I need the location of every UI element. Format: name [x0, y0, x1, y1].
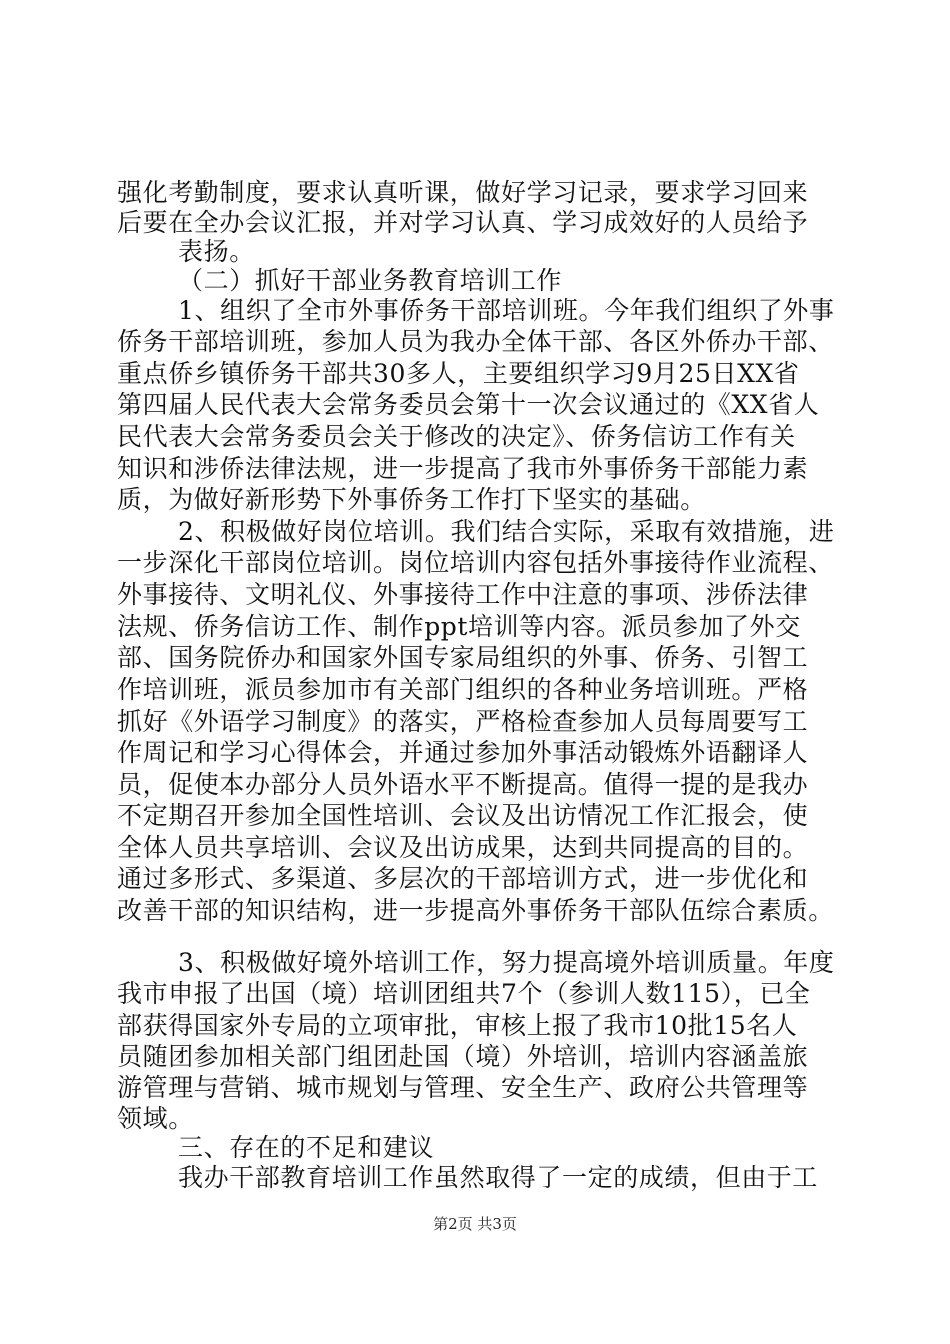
text-line: 员，促使本办部分人员外语水平不断提高。值得一提的是我办	[117, 770, 809, 799]
text-line: 2、积极做好岗位培训。我们结合实际，采取有效措施，进	[178, 517, 835, 546]
text-line: 表扬。	[178, 237, 255, 266]
text-line: 我办干部教育培训工作虽然取得了一定的成绩，但由于工	[178, 1163, 819, 1192]
text-line: 抓好《外语学习制度》的落实，严格检查参加人员每周要写工	[117, 707, 809, 736]
text-line: 法规、侨务信访工作、制作ppt培训等内容。派员参加了外交	[117, 612, 801, 641]
text-line: 我市申报了出国（境）培训团组共7个（参训人数115），已全	[117, 979, 811, 1008]
text-line: 后要在全办会议汇报，并对学习认真、学习成效好的人员给予	[117, 208, 809, 237]
text-line: 质，为做好新形势下外事侨务工作打下坚实的基础。	[117, 485, 706, 514]
text-line: 作周记和学习心得体会，并通过参加外事活动锻炼外语翻译人	[117, 738, 809, 767]
text-line: 游管理与营销、城市规划与管理、安全生产、政府公共管理等	[117, 1073, 809, 1102]
text-line: 全体人员共享培训、会议及出访成果，达到共同提高的目的。	[117, 833, 809, 862]
text-line: 第四届人民代表大会常务委员会第十一次会议通过的《XX省人	[117, 390, 820, 419]
text-line: 民代表大会常务委员会关于修改的决定》、侨务信访工作有关	[117, 422, 796, 451]
text-line: 侨务干部培训班，参加人员为我办全体干部、各区外侨办干部、	[117, 327, 834, 356]
text-line: 一步深化干部岗位培训。岗位培训内容包括外事接待作业流程、	[117, 548, 834, 577]
text-line: 作培训班，派员参加市有关部门组织的各种业务培训班。严格	[117, 675, 809, 704]
text-line: 3、积极做好境外培训工作，努力提高境外培训质量。年度	[178, 948, 835, 977]
text-line: 通过多形式、多渠道、多层次的干部培训方式，进一步优化和	[117, 864, 809, 893]
text-line: 外事接待、文明礼仪、外事接待工作中注意的事项、涉侨法律	[117, 580, 809, 609]
text-line: 1、组织了全市外事侨务干部培训班。今年我们组织了外事	[178, 296, 835, 325]
text-line: 领域。	[117, 1104, 194, 1133]
section-heading: 三、存在的不足和建议	[178, 1133, 435, 1162]
text-line: 知识和涉侨法律法规，进一步提高了我市外事侨务干部能力素	[117, 454, 809, 483]
text-line: 重点侨乡镇侨务干部共30多人，主要组织学习9月25日XX省	[117, 359, 800, 388]
text-line: 不定期召开参加全国性培训、会议及出访情况工作汇报会，使	[117, 801, 809, 830]
text-line: 员随团参加相关部门组团赴国（境）外培训，培训内容涵盖旅	[117, 1042, 809, 1071]
text-line: 部、国务院侨办和国家外国专家局组织的外事、侨务、引智工	[117, 643, 809, 672]
section-heading: （二）抓好干部业务教育培训工作	[178, 266, 563, 295]
text-line: 改善干部的知识结构，进一步提高外事侨务干部队伍综合素质。	[117, 896, 834, 925]
page-footer: 第2页 共3页	[433, 1215, 517, 1233]
text-line: 强化考勤制度，要求认真听课，做好学习记录，要求学习回来	[117, 178, 809, 207]
text-line: 部获得国家外专局的立项审批，审核上报了我市10批15名人	[117, 1011, 798, 1040]
